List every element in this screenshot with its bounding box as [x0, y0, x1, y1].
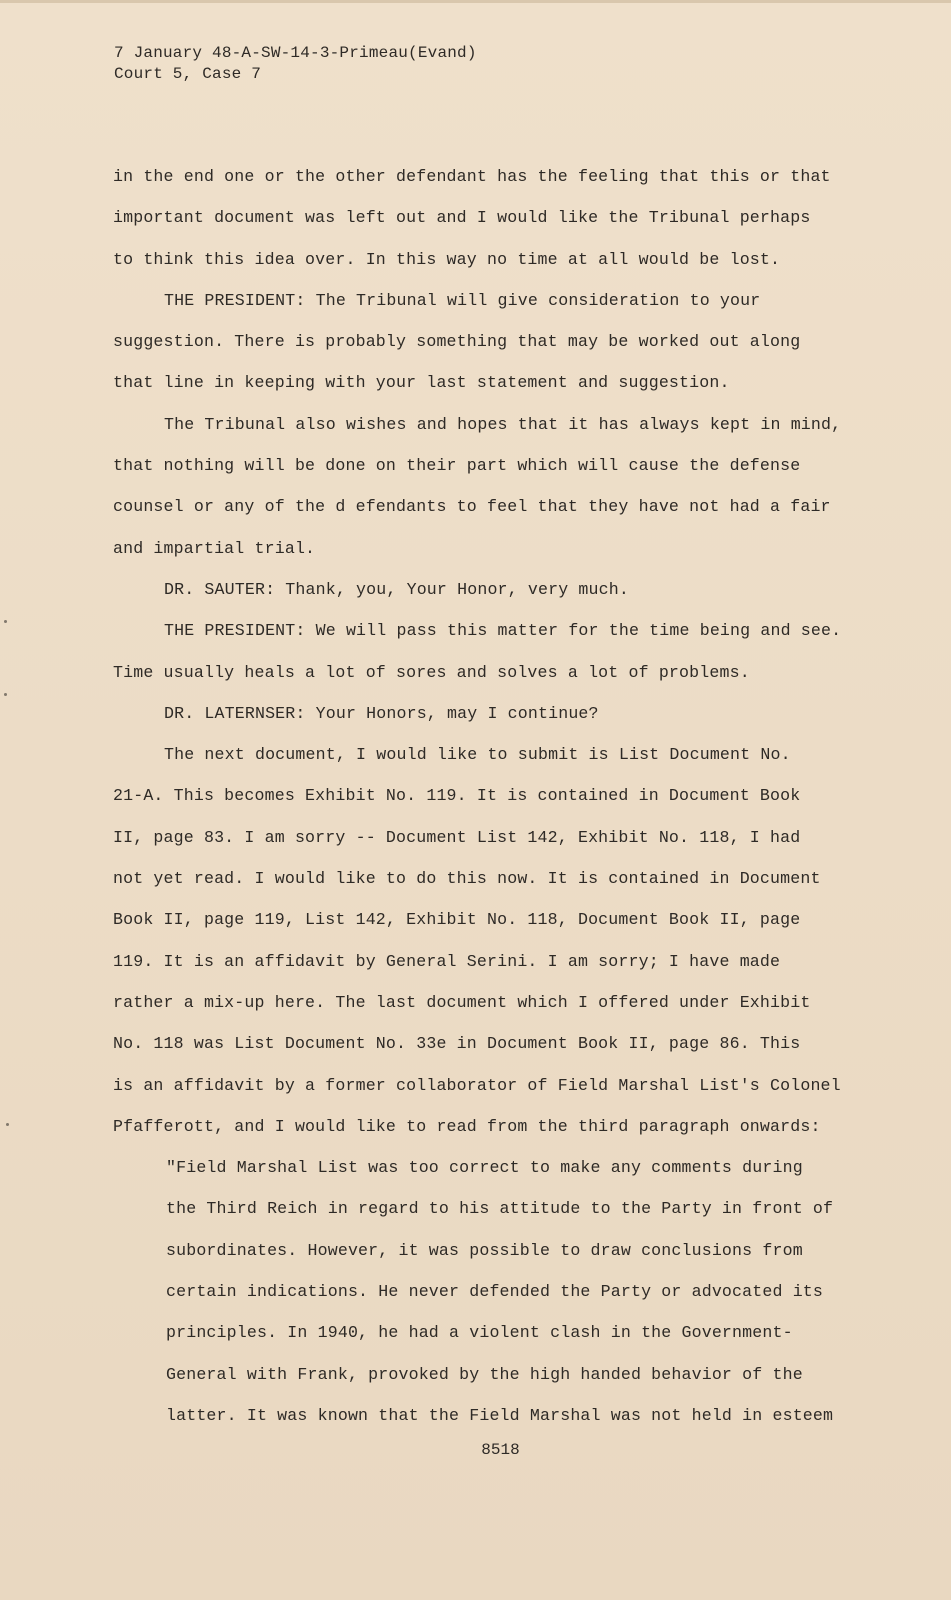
transcript-line: to think this idea over. In this way no time at all would be lost. — [113, 249, 781, 269]
transcript-line: DR. SAUTER: Thank, you, Your Honor, very much. — [164, 579, 629, 599]
margin-speck — [4, 693, 7, 696]
transcript-line: suggestion. There is probably something that may be worked out along — [113, 332, 801, 352]
transcript-line: the Third Reich in regard to his attitude to the Party in front of — [166, 1199, 834, 1219]
transcript-line: No. 118 was List Document No. 33e in Document Book II, page 86. This — [113, 1034, 801, 1054]
transcript-line: 21-A. This becomes Exhibit No. 119. It is contained in Document Book — [113, 786, 801, 806]
transcript-line: latter. It was known that the Field Marshal was not held in esteem — [166, 1405, 834, 1425]
transcript-line: that nothing will be done on their part which will cause the defense — [113, 456, 801, 476]
transcript-line: is an affidavit by a former collaborator of Field Marshal List's Colonel — [113, 1075, 841, 1095]
transcript-line: and impartial trial. — [113, 538, 316, 558]
transcript-line: important document was left out and I would like the Tribunal perhaps — [113, 208, 811, 228]
transcript-line: Book II, page 119, List 142, Exhibit No. 118, Document Book II, page — [113, 910, 801, 930]
transcript-line: The next document, I would like to submit is List Document No. — [164, 745, 791, 765]
header-line-1: 7 January 48-A-SW-14-3-Primeau(Evand) — [114, 44, 477, 62]
transcript-line: counsel or any of the d efendants to feel that they have not had a fair — [113, 497, 831, 517]
header-line-2: Court 5, Case 7 — [114, 65, 262, 83]
transcript-line: subordinates. However, it was possible to draw conclusions from — [166, 1240, 803, 1260]
page-number: 8518 — [481, 1441, 520, 1459]
margin-speck — [4, 620, 7, 623]
transcript-line: DR. LATERNSER: Your Honors, may I continue? — [164, 703, 599, 723]
transcript-line: Time usually heals a lot of sores and solves a lot of problems. — [113, 662, 750, 682]
transcript-line: rather a mix-up here. The last document which I offered under Exhibit — [113, 992, 811, 1012]
transcript-line: certain indications. He never defended the Party or advocated its — [166, 1282, 824, 1302]
transcript-line: General with Frank, provoked by the high handed behavior of the — [166, 1364, 803, 1384]
transcript-line: "Field Marshal List was too correct to make any comments during — [166, 1158, 803, 1178]
document-header — [114, 43, 477, 85]
transcript-line: Pfafferott, and I would like to read from the third paragraph onwards: — [113, 1116, 821, 1136]
transcript-line: THE PRESIDENT: We will pass this matter for the time being and see. — [164, 621, 842, 641]
transcript-line: 119. It is an affidavit by General Serini. I am sorry; I have made — [113, 951, 781, 971]
transcript-line: not yet read. I would like to do this now. It is contained in Document — [113, 869, 821, 889]
transcript-line: II, page 83. I am sorry -- Document List 142, Exhibit No. 118, I had — [113, 827, 801, 847]
transcript-line: in the end one or the other defendant has the feeling that this or that — [113, 167, 831, 186]
transcript-line: THE PRESIDENT: The Tribunal will give consideration to your — [164, 290, 761, 310]
transcript-line: principles. In 1940, he had a violent clash in the Government- — [166, 1323, 793, 1343]
transcript-line: The Tribunal also wishes and hopes that it has always kept in mind, — [164, 414, 842, 434]
transcript-line: that line in keeping with your last statement and suggestion. — [113, 373, 730, 393]
transcript-body — [113, 166, 903, 1446]
margin-speck — [6, 1123, 9, 1126]
